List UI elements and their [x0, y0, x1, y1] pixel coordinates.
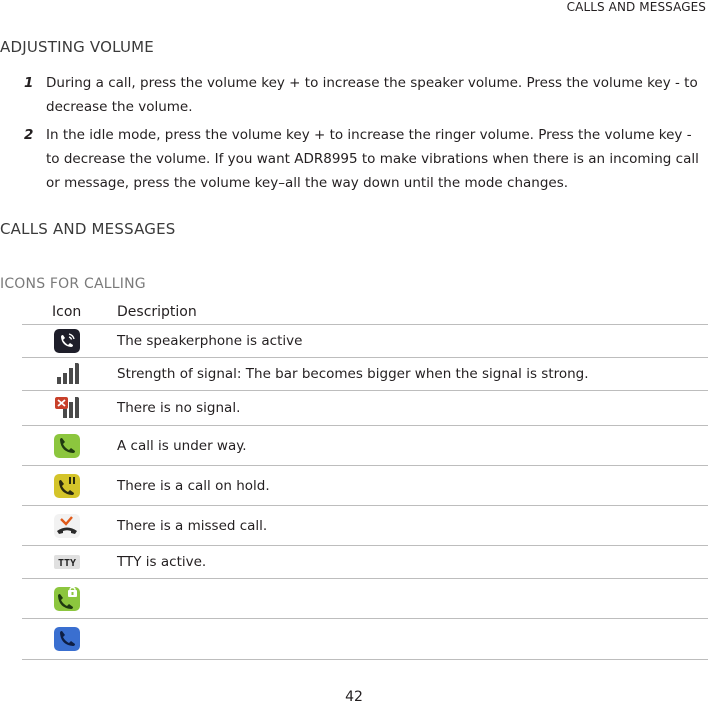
column-header-description: Description	[117, 304, 197, 320]
signal-strength-icon	[54, 362, 80, 386]
icon-cell	[22, 466, 112, 505]
icon-cell	[22, 426, 112, 465]
table-row	[22, 619, 708, 660]
svg-text:TTY: TTY	[57, 558, 77, 569]
icon-cell	[22, 579, 112, 618]
table-row	[22, 325, 708, 358]
page-number: 42	[345, 689, 363, 705]
table-row	[22, 391, 708, 426]
row-description: The speakerphone is active	[117, 333, 303, 349]
icon-cell	[22, 546, 112, 578]
step-text: In the idle mode, press the volume key + to increase the ringer volume. Press the volume key - to decrease the volume. If you want ADR8995 to make vibrations when there is an incoming call or message, press the volume key–all the way down until the mode changes.	[46, 127, 699, 191]
table-row	[22, 426, 708, 466]
row-description: TTY is active.	[117, 554, 207, 570]
row-description: A call is under way.	[117, 437, 247, 454]
icon-cell	[22, 358, 112, 390]
row-description: There is a missed call.	[117, 517, 268, 534]
table-header-row	[22, 300, 708, 325]
section-title-calls-and-messages: CALLS AND MESSAGES	[0, 220, 176, 238]
step-number: 2	[24, 127, 34, 143]
step-text: During a call, press the volume key + to increase the speaker volume. Press the volume key - to decrease the volume.	[46, 75, 698, 115]
call-locked-icon	[54, 587, 80, 611]
table-row	[22, 506, 708, 546]
row-description: Strength of signal: The bar becomes bigger when the signal is strong.	[117, 366, 589, 382]
step-2	[0, 123, 700, 195]
subsection-title-icons-for-calling: ICONS FOR CALLING	[0, 276, 146, 292]
section-title-adjusting-volume: ADJUSTING VOLUME	[0, 38, 154, 56]
icon-cell	[22, 506, 112, 545]
speakerphone-icon	[54, 329, 80, 353]
missed-call-icon	[54, 514, 80, 538]
call-hold-icon	[54, 474, 80, 498]
step-1	[0, 71, 700, 119]
row-description: There is a call on hold.	[117, 477, 270, 494]
tty-icon	[54, 550, 80, 574]
column-header-icon: Icon	[52, 304, 82, 320]
icon-cell	[22, 619, 112, 659]
call-active-icon	[54, 434, 80, 458]
row-description: There is no signal.	[117, 400, 241, 416]
call-blue-icon	[54, 627, 80, 651]
icon-cell	[22, 391, 112, 425]
running-header: CALLS AND MESSAGES	[566, 0, 706, 14]
table-row	[22, 546, 708, 579]
table-row	[22, 358, 708, 391]
table-row	[22, 466, 708, 506]
table-row	[22, 579, 708, 619]
no-signal-icon	[54, 396, 80, 420]
icon-cell	[22, 325, 112, 357]
step-number: 1	[24, 75, 34, 91]
